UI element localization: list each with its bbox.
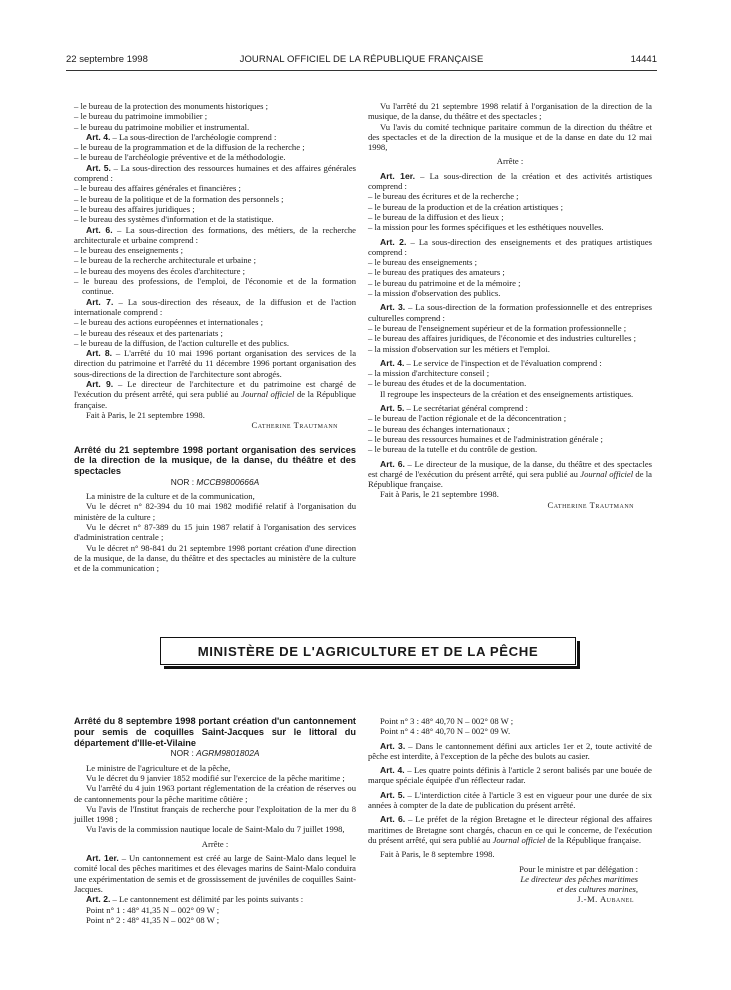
- signing-place-date: Fait à Paris, le 8 septembre 1998.: [380, 849, 495, 860]
- decree-title: Arrêté du 21 septembre 1998 portant organisation des services de la direction de la musique, de la danse, du théâtre et des spectacles: [74, 444, 356, 477]
- article-label: Art. 5.: [380, 403, 405, 414]
- list-item: – la mission pour les formes spécifiques et les esthétiques nouvelles.: [368, 222, 604, 233]
- list-item: – le bureau des moyens des écoles d'architecture ;: [74, 265, 245, 276]
- list-item: – la mission d'observation sur les métiers et l'emploi.: [368, 343, 550, 354]
- article-text: – Le directeur de l'architecture et du patrimoine est chargé de l'exécution du présent arrêté, qui sera publié au: [74, 379, 356, 400]
- article-text: – Le directeur de la musique, de la danse, du théâtre et des spectacles est chargé de l'exécution du présent arrêté, qui sera publié au: [368, 458, 653, 479]
- list-item: – le bureau des réseaux et des partenariats ;: [74, 327, 223, 338]
- list-item: – le bureau de la diffusion, de l'action culturelle et des publics.: [74, 337, 289, 348]
- article-text: – Les quatre points définis à l'article 2 seront balisés par une bouée de marque spéciale équipée d'un réflecteur radar.: [368, 765, 653, 786]
- signing-place-date: Fait à Paris, le 21 septembre 1998.: [380, 489, 499, 500]
- article-text: – L'interdiction citée à l'article 3 est en vigueur pour une durée de six années à compter de la date de publication du présent arrêté.: [368, 789, 652, 811]
- nor-reference: [74, 748, 356, 758]
- signature: J.-M. Aubanel: [577, 894, 634, 905]
- paragraph: Vu le décret n° 82-394 du 10 mai 1982 modifié relatif à l'organisation du ministère de la culture ;: [74, 501, 356, 522]
- list-item: – le bureau des systèmes d'information et de la statistique.: [74, 214, 274, 225]
- article-text: – Le secrétariat général comprend :: [404, 403, 528, 414]
- article-label: Art. 3.: [380, 740, 406, 751]
- list-item: – le bureau de la tutelle et du contrôle de gestion.: [368, 444, 538, 455]
- article-label: Art. 1er.: [380, 170, 415, 181]
- point-coordinate: Point n° 3 : 48° 40,70 N – 002° 08 W ;: [380, 716, 514, 726]
- list-item: – le bureau des actions européennes et internationales ;: [74, 317, 263, 328]
- header-rule: [66, 70, 657, 71]
- journal-ref: Journal officiel: [241, 389, 295, 400]
- article-label: Art. 5.: [86, 162, 111, 173]
- ministry-banner: [160, 637, 576, 665]
- article-label: Art. 4.: [380, 765, 405, 776]
- article-text: – La sous-direction des enseignements et des pratiques artistiques comprend :: [368, 236, 652, 257]
- issue-date: 22 septembre 1998: [66, 54, 148, 65]
- paragraph: Vu l'arrêté du 21 septembre 1998 relatif à l'organisation de la direction de la musique, de la danse, du théâtre et des spectacles ;: [368, 101, 652, 122]
- article-label: Art. 1er.: [86, 853, 119, 864]
- list-item: – le bureau des études et de la documentation.: [368, 378, 527, 389]
- decree-title: Arrêté du 8 septembre 1998 portant création d'un cantonnement pour semis de coquilles Saint-Jacques sur le littoral du département d'Ille-et-Vilaine: [74, 716, 356, 748]
- article-9: [74, 379, 356, 410]
- list-item: – le bureau des professions, de l'emploi, de l'économie et de la formation continue.: [74, 276, 356, 297]
- article-text: – Dans le cantonnement défini aux articles 1er et 2, toute activité de pêche est interdite, à l'exception de la pêche des bulots au casier.: [368, 740, 652, 761]
- article-4: [368, 765, 652, 786]
- article-4: [368, 358, 652, 368]
- list-item: – le bureau des pratiques des amateurs ;: [368, 267, 505, 278]
- article-text: – L'arrêté du 10 mai 1996 portant organisation des services de la direction du patrimoine et l'arrêté du 11 décembre 1996 portant organisation des sous-directions de la direction de l'architecture sont abrogés.: [74, 348, 357, 379]
- paragraph: Vu le décret du 9 janvier 1852 modifié sur l'exercice de la pêche maritime ;: [86, 772, 345, 783]
- signature: Catherine Trautmann: [547, 499, 634, 510]
- article-1: [74, 853, 356, 894]
- paragraph: Vu l'avis de l'Institut français de recherche pour l'exploitation de la mer du 8 juillet 1998 ;: [74, 803, 356, 825]
- article-text: – La sous-direction des réseaux, de la diffusion et de l'action internationale comprend :: [74, 296, 356, 317]
- nor-code: MCCB9800666A: [196, 476, 260, 487]
- article-label: Art. 8.: [86, 348, 113, 359]
- article-text: – Un cantonnement est créé au large de Saint-Malo dans lequel le comité local des pêches maritimes et des élevages marins de Saint-Malo conduira une expérimentation de semis et de grossissement de juvéniles de coquilles Saint-Jacques.: [74, 853, 356, 894]
- list-item: – le bureau du patrimoine et de la mémoire ;: [368, 277, 521, 288]
- article-text: – Le service de l'inspection et de l'évaluation comprend :: [404, 357, 602, 368]
- director-title-2: et des cultures marines,: [556, 884, 638, 895]
- article-label: Art. 7.: [86, 296, 114, 307]
- article-label: Art. 3.: [380, 302, 406, 313]
- article-label: Art. 9.: [86, 379, 114, 390]
- director-title-1: Le directeur des pêches maritimes: [520, 873, 638, 884]
- delegation-line: Pour le ministre et par délégation :: [519, 863, 638, 874]
- arrete-heading: Arrête :: [201, 838, 229, 849]
- list-item: – le bureau de la recherche architecturale et urbaine ;: [74, 255, 257, 266]
- article-3: [368, 741, 652, 762]
- journal-ref: Journal officiel: [580, 468, 634, 479]
- list-item: – le bureau des affaires juridiques ;: [74, 203, 195, 214]
- list-item: – le bureau de l'archéologie préventive et de la méthodologie.: [74, 152, 286, 163]
- list-item: – le bureau des enseignements ;: [368, 257, 478, 268]
- list-item: – la mission d'architecture conseil ;: [368, 368, 490, 379]
- point-coordinate: Point n° 4 : 48° 40,70 N – 002° 09 W.: [380, 726, 511, 737]
- ministry-title: MINISTÈRE DE L'AGRICULTURE ET DE LA PÊCHE: [197, 643, 539, 659]
- list-item: – le bureau du patrimoine immobilier ;: [74, 111, 208, 122]
- paragraph: Vu l'avis de la commission nautique locale de Saint-Malo du 7 juillet 1998,: [86, 824, 345, 835]
- article-label: Art. 2.: [86, 894, 111, 905]
- article-label: Art. 2.: [380, 236, 407, 247]
- article-7: [74, 297, 356, 318]
- list-item: – le bureau de la programmation et de la diffusion de la recherche ;: [74, 142, 305, 153]
- paragraph: Vu le décret n° 98-841 du 21 septembre 1998 portant création d'une direction de la musique, de la danse, du théâtre et des spectacles au ministère de la culture et de la communication ;: [74, 542, 356, 574]
- nor-label: NOR :: [170, 748, 197, 759]
- paragraph: Le ministre de l'agriculture et de la pêche,: [86, 762, 231, 773]
- list-item: – le bureau du patrimoine mobilier et instrumental.: [74, 121, 250, 132]
- article-6: [368, 459, 652, 490]
- journal-title: JOURNAL OFFICIEL DE LA RÉPUBLIQUE FRANÇAISE: [239, 54, 484, 65]
- article-text: – La sous-direction de la création et des activités artistiques comprend :: [368, 170, 652, 192]
- article-5: [74, 163, 356, 184]
- right-column: [368, 101, 652, 510]
- article-4: [74, 132, 356, 142]
- spacer: [74, 431, 356, 445]
- article-label: Art. 4.: [86, 131, 111, 142]
- nor-label: NOR :: [170, 476, 197, 487]
- list-item: – le bureau de la protection des monuments historiques ;: [74, 101, 269, 111]
- article-text: – La sous-direction des ressources humaines et des affaires générales comprend :: [74, 162, 356, 184]
- page-header: [66, 54, 657, 68]
- article-text-end: de la République française.: [368, 468, 652, 490]
- paragraph: Vu l'avis du comité technique paritaire commun de la direction du théâtre et des spectacles et de la direction de la musique et de la danse en date du 12 mai 1998,: [368, 121, 652, 153]
- paragraph: La ministre de la culture et de la communication,: [86, 491, 255, 502]
- point-coordinate: Point n° 2 : 48° 41,35 N – 002° 08 W ;: [86, 914, 220, 925]
- article-text: – Le cantonnement est délimité par les points suivants :: [110, 894, 304, 905]
- list-item: – le bureau de l'action régionale et de la déconcentration ;: [368, 413, 567, 424]
- list-item: – le bureau de la diffusion et des lieux ;: [368, 211, 504, 222]
- list-item: – le bureau de l'enseignement supérieur et de la formation professionnelle ;: [368, 322, 627, 333]
- arrete-heading: Arrête :: [496, 156, 524, 167]
- bottom-left-column: [74, 716, 356, 925]
- article-text-end: de la République française.: [74, 389, 356, 410]
- article-6: [74, 225, 356, 246]
- nor-reference: [74, 477, 356, 487]
- article-text-end: de la République française.: [545, 834, 641, 845]
- article-5: [368, 403, 652, 413]
- list-item: – le bureau des échanges internationaux ;: [368, 423, 510, 434]
- article-label: Art. 5.: [380, 789, 405, 800]
- article-8: [74, 348, 356, 379]
- article-3: [368, 302, 652, 323]
- list-item: – le bureau de la production et de la création artistiques ;: [368, 201, 563, 212]
- article-label: Art. 6.: [86, 224, 113, 235]
- list-item: – le bureau de la politique et de la formation des personnels ;: [74, 193, 284, 204]
- list-item: – le bureau des affaires générales et financières ;: [74, 183, 241, 194]
- article-text: – Le préfet de la région Bretagne et le directeur régional des affaires maritimes de Bretagne sont chargés, chacun en ce qui le concerne, de l'exécution du présent arrêté, qui sera publié au: [368, 814, 652, 845]
- left-column: [74, 101, 356, 574]
- nor-code: AGRM9801802A: [196, 748, 260, 759]
- article-text: – La sous-direction de l'archéologie comprend :: [110, 131, 277, 142]
- article-label: Art. 6.: [380, 458, 405, 469]
- article-label: Art. 6.: [380, 814, 406, 825]
- list-item: – le bureau des ressources humaines et de l'administration générale ;: [368, 433, 603, 444]
- list-item: – le bureau des enseignements ;: [74, 245, 184, 256]
- paragraph: Vu le décret n° 87-389 du 15 juin 1987 relatif à l'organisation des services d'administration centrale ;: [74, 522, 356, 543]
- list-item: – la mission d'observation des publics.: [368, 288, 501, 299]
- article-text: – La sous-direction de la formation professionnelle et des entreprises culturelles comprend :: [368, 302, 653, 323]
- article-1: [368, 171, 652, 192]
- paragraph: Il regroupe les inspecteurs de la création et des enseignements artistiques.: [380, 388, 634, 399]
- article-6: [368, 814, 652, 845]
- list-item: – le bureau des affaires juridiques, de l'économie et des industries culturelles ;: [368, 333, 636, 344]
- point-coordinate: Point n° 1 : 48° 41,35 N – 002° 09 W ;: [86, 904, 220, 915]
- article-2: [368, 237, 652, 258]
- bottom-right-column: [368, 716, 652, 905]
- page-number: 14441: [630, 54, 657, 65]
- article-text: – La sous-direction des formations, des métiers, de la recherche architecturale et urbaine comprend :: [74, 224, 356, 245]
- signature: Catherine Trautmann: [251, 420, 338, 431]
- paragraph: Vu l'arrêté du 4 juin 1963 portant réglementation de la création de réserves ou de cantonnements pour la pêche maritime côtière ;: [74, 783, 356, 804]
- article-label: Art. 4.: [380, 357, 405, 368]
- list-item: – le bureau des écritures et de la recherche ;: [368, 191, 519, 202]
- journal-ref: Journal officiel: [492, 834, 546, 845]
- article-5: [368, 790, 652, 811]
- signing-place-date: Fait à Paris, le 21 septembre 1998.: [86, 409, 205, 420]
- article-2: [74, 894, 356, 904]
